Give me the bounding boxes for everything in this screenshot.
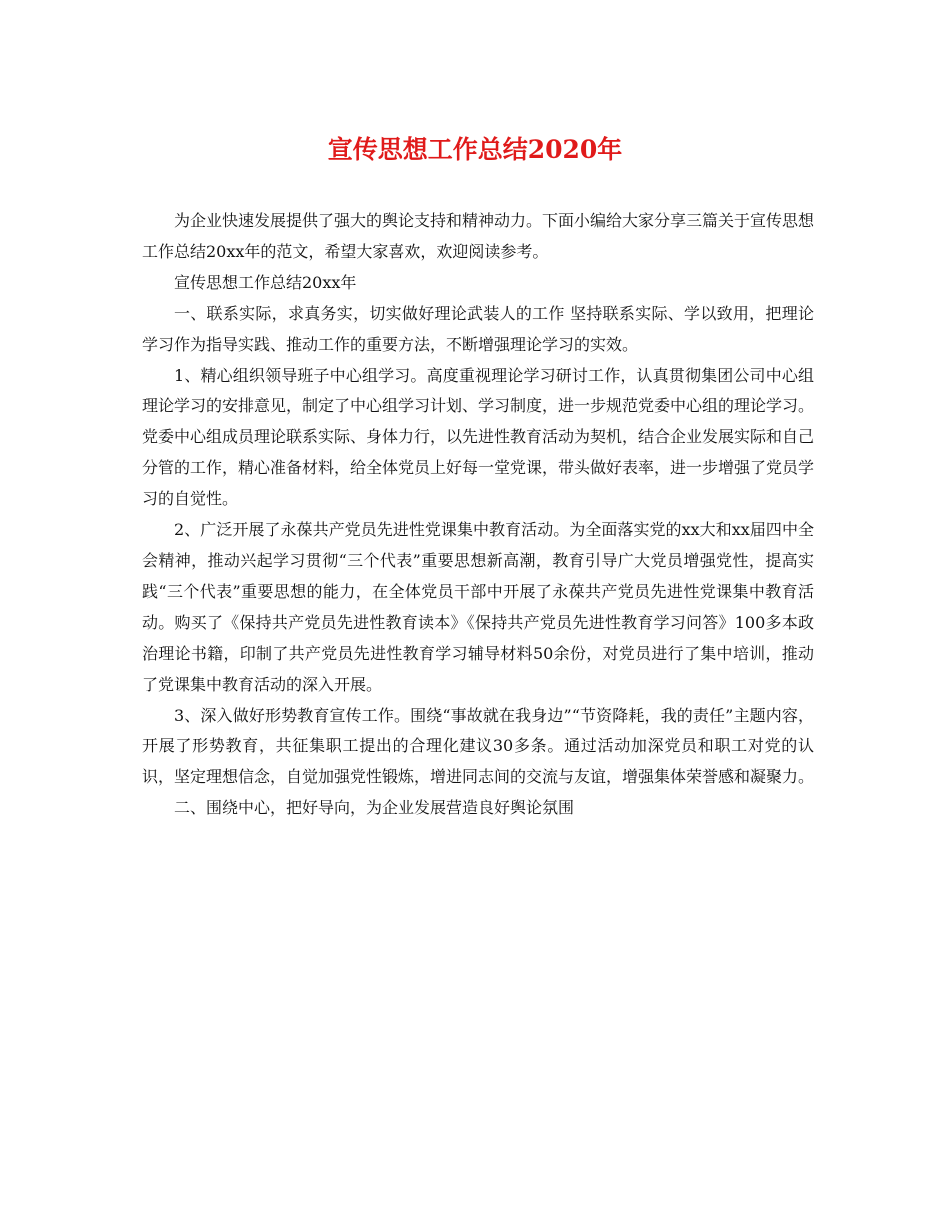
paragraph-item-3: 3、深入做好形势教育宣传工作。围绕“事故就在我身边”“节资降耗，我的责任”主题内容，开展了形势教育，共征集职工提出的合理化建议30多条。通过活动加深党员和职工对党的认识，坚定理想信念，自觉加强党性锻炼，增进同志间的交流与友谊，增强集体荣誉感和凝聚力。	[142, 705, 815, 787]
paragraph-subtitle: 宣传思想工作总结20xx年	[174, 272, 357, 292]
document-title: 宣传思想工作总结2020年	[327, 135, 623, 164]
paragraph-section-2: 二、围绕中心，把好导向，为企业发展营造良好舆论氛围	[174, 798, 575, 818]
paragraph-item-1: 1、精心组织领导班子中心组学习。高度重视理论学习研讨工作，认真贯彻集团公司中心组理论学习的安排意见，制定了中心组学习计划、学习制度，进一步规范党委中心组的理论学习。党委中心组成员理论联系实际、身体力行，以先进性教育活动为契机，结合企业发展实际和自己分管的工作，精心准备材料，给全体党员上好每一堂党课，带头做好表率，进一步增强了党员学习的自觉性。	[142, 365, 815, 509]
paragraph-intro: 为企业快速发展提供了强大的舆论支持和精神动力。下面小编给大家分享三篇关于宣传思想工作总结20xx年的范文，希望大家喜欢，欢迎阅读参考。	[142, 211, 815, 261]
paragraph-section-1: 一、联系实际，求真务实，切实做好理论武装人的工作 坚持联系实际、学以致用，把理论学习作为指导实践、推动工作的重要方法，不断增强理论学习的实效。	[142, 303, 814, 354]
paragraph-item-2: 2、广泛开展了永葆共产党员先进性党课集中教育活动。为全面落实党的xx大和xx届四中全会精神，推动兴起学习贯彻“三个代表”重要思想新高潮，教育引导广大党员增强党性，提高实践“三个代表”重要思想的能力，在全体党员干部中开展了永葆共产党员先进性党课集中教育活动。购买了《保持共产党员先进性教育读本》《保持共产党员先进性教育学习问答》100多本政治理论书籍，印制了共产党员先进性教育学习辅导材料50余份，对党员进行了集中培训，推动了党课集中教育活动的深入开展。	[142, 520, 814, 694]
document-body	[142, 206, 814, 824]
